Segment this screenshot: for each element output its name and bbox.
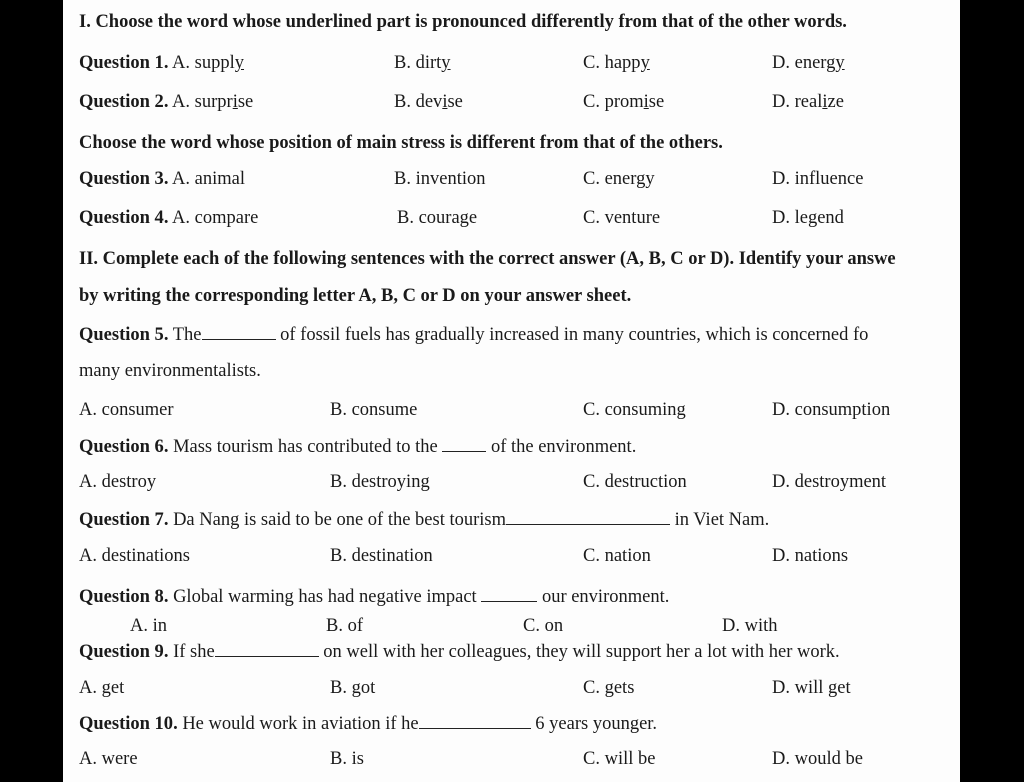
q9-option-b: B. got [330,678,376,698]
q1-option-d: D. energy [772,53,845,73]
answer-blank [506,510,670,525]
question-3-label: Question 3. A. animal [79,169,245,189]
section-1-heading: I. Choose the word whose underlined part is pronounced differently from that of the other words. [79,12,847,32]
q5-option-d: D. consumption [772,400,891,420]
question-9-text: Question 9. If she on well with her colleagues, they will support her a lot with her work. [79,642,840,662]
q7-option-b: B. destination [330,546,433,566]
answer-blank [442,437,486,452]
q7-option-d: D. nations [772,546,849,566]
q3-option-b: B. invention [394,169,486,189]
q3-option-d: D. influence [772,169,864,189]
q10-option-b: B. is [330,749,364,769]
q8-option-c: C. on [523,616,564,636]
section-2-heading-line1: II. Complete each of the following sentences with the correct answer (A, B, C or D). Identify your answe [79,249,896,269]
q9-option-a: A. get [79,678,125,698]
answer-blank [202,325,276,340]
q4-option-c: C. venture [583,208,661,228]
question-1-label: Question 1. A. supply [79,53,245,73]
question-5-line2: many environmentalists. [79,361,261,381]
question-2-label: Question 2. A. surprise [79,92,254,112]
q6-option-c: C. destruction [583,472,687,492]
section-1b-heading: Choose the word whose position of main stress is different from that of the others. [79,133,723,153]
q6-option-b: B. destroying [330,472,430,492]
question-5-text: Question 5. The of fossil fuels has gradually increased in many countries, which is concerned fo [79,325,869,345]
q2-option-d: D. realize [772,92,844,112]
q5-option-b: B. consume [330,400,418,420]
q8-option-a: A. in [130,616,167,636]
question-8-text: Question 8. Global warming has had negative impact our environment. [79,587,670,607]
question-4-label: Question 4. A. compare [79,208,259,228]
q6-option-a: A. destroy [79,472,157,492]
q4-option-d: D. legend [772,208,844,228]
q2-option-c: C. promise [583,92,665,112]
q10-option-d: D. would be [772,749,863,769]
question-7-text: Question 7. Da Nang is said to be one of the best tourism in Viet Nam. [79,510,770,530]
q3-option-c: C. energy [583,169,655,189]
q2-option-b: B. devise [394,92,463,112]
q9-option-c: C. gets [583,678,635,698]
q4-option-b: B. courage [397,208,478,228]
q7-option-a: A. destinations [79,546,190,566]
answer-blank [215,642,319,657]
q10-option-c: C. will be [583,749,656,769]
q1-option-b: B. dirty [394,53,451,73]
answer-blank [481,587,537,602]
q6-option-d: D. destroyment [772,472,887,492]
section-2-heading-line2: by writing the corresponding letter A, B, C or D on your answer sheet. [79,286,632,306]
q5-option-c: C. consuming [583,400,686,420]
q5-option-a: A. consumer [79,400,174,420]
q8-option-b: B. of [326,616,363,636]
question-10-text: Question 10. He would work in aviation if he 6 years younger. [79,714,658,734]
q1-option-c: C. happy [583,53,650,73]
q8-option-d: D. with [722,616,778,636]
question-6-text: Question 6. Mass tourism has contributed to the of the environment. [79,437,637,457]
q7-option-c: C. nation [583,546,651,566]
answer-blank [419,714,531,729]
worksheet-page [63,0,960,782]
q9-option-d: D. will get [772,678,851,698]
q10-option-a: A. were [79,749,138,769]
